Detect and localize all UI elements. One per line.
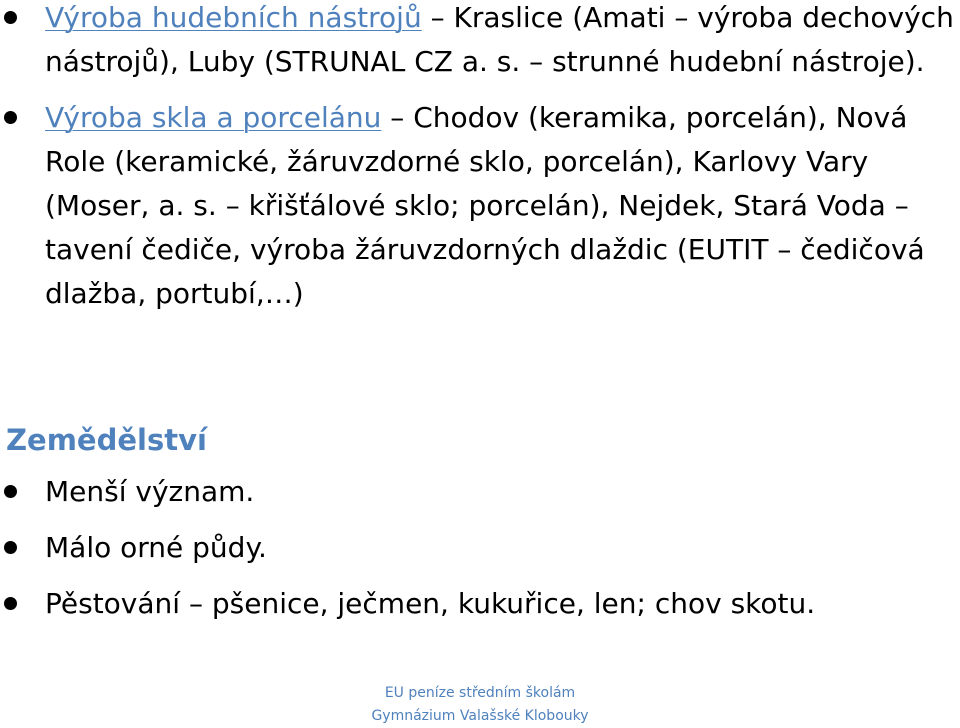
bullet-dot-icon: [4, 485, 17, 498]
bullet-text: Málo orné půdy.: [45, 531, 267, 564]
instruments-link[interactable]: Výroba hudebních nástrojů: [45, 1, 422, 34]
bullet-dot-icon: [4, 597, 17, 610]
bullet-dot-icon: [4, 111, 17, 124]
footer-line-project: EU peníze středním školám: [384, 685, 576, 701]
section-heading-agriculture: Zemědělství: [6, 423, 207, 457]
slide-footer: [0, 682, 960, 728]
bullet-item-agriculture-3: [0, 582, 960, 626]
bullet-text: Pěstování – pšenice, ječmen, kukuřice, len; chov skotu.: [45, 587, 816, 620]
footer-line-school: Gymnázium Valašské Klobouky: [371, 708, 589, 724]
bullet-item-glass: [0, 96, 960, 316]
bullet-item-agriculture-1: [0, 470, 960, 514]
bullet-dot-icon: [4, 11, 17, 24]
bullet-dot-icon: [4, 541, 17, 554]
glass-porcelain-text: – Chodov (keramika, porcelán), Nová Role (keramické, žáruvzdorné sklo, porcelán), Karlovy Vary (Moser, a. s. – křišťálové sklo; porcelán), Nejdek, Stará Voda – tavení čediče, výroba žáruvzdorných dlaždic (EUTIT – čedičová dlažba, portubí,…): [45, 101, 925, 310]
bullet-item-instruments: [0, 0, 960, 84]
industry-bullet-list: [0, 0, 960, 316]
instruments-text: – Kraslice (Amati – výroba dechových nástrojů), Luby (STRUNAL CZ a. s. – strunné hudební nástroje).: [45, 1, 954, 78]
bullet-text: Menší význam.: [45, 475, 255, 508]
bullet-item-agriculture-2: [0, 526, 960, 570]
glass-porcelain-link[interactable]: Výroba skla a porcelánu: [45, 101, 382, 134]
agriculture-bullet-list: [0, 470, 960, 638]
